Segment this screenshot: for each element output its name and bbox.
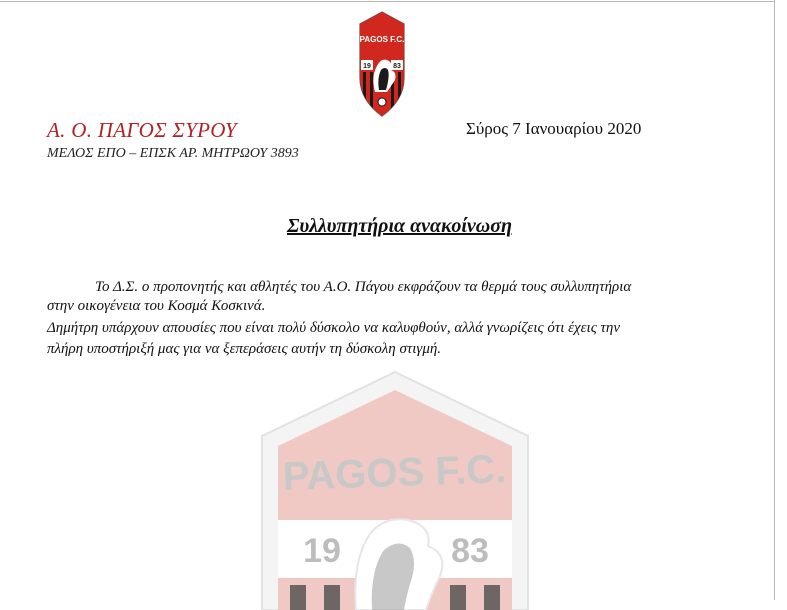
membership-line: ΜΕΛΟΣ ΕΠΟ – ΕΠΣΚ ΑΡ. ΜΗΤΡΩΟΥ 3893: [47, 146, 299, 161]
crest-year-right: 83: [393, 63, 401, 70]
body-line-1: Το Δ.Σ. ο προπονητής και αθλητές του Α.Ο. Πάγου εκφράζουν τα θερμά τους συλλυπητήρια: [95, 279, 632, 295]
body-line-2: στην οικογένεια του Κοσμά Κοσκινά.: [47, 298, 266, 314]
watermark-year-right: 83: [451, 532, 489, 570]
crest-text: PAGOS F.C.: [359, 35, 405, 44]
body-line-3: Δημήτρη υπάρχουν απουσίες που είναι πολύ δύσκολο να καλυφθούν, αλλά γνωρίζεις ότι έχεις την: [47, 320, 621, 336]
crest-year-left: 19: [363, 63, 371, 70]
page-edge-right: [774, 0, 775, 600]
body-line-4: πλήρη υποστήριξή μας για να ξεπεράσεις αυτήν τη δύσκολη στιγμή.: [47, 341, 442, 357]
watermark-year-left: 19: [303, 532, 341, 570]
document-date: Σύρος 7 Ιανουαρίου 2020: [466, 119, 642, 138]
watermark-crest: [260, 370, 530, 610]
club-name: Α. Ο. ΠΑΓΟΣ ΣΥΡΟΥ: [47, 118, 237, 142]
page-edge-top: [0, 1, 774, 2]
document-title: Συλλυπητήρια ανακοίνωση: [287, 215, 512, 237]
watermark-text: PAGOS F.C.: [281, 447, 508, 499]
club-crest-logo: [357, 10, 407, 120]
